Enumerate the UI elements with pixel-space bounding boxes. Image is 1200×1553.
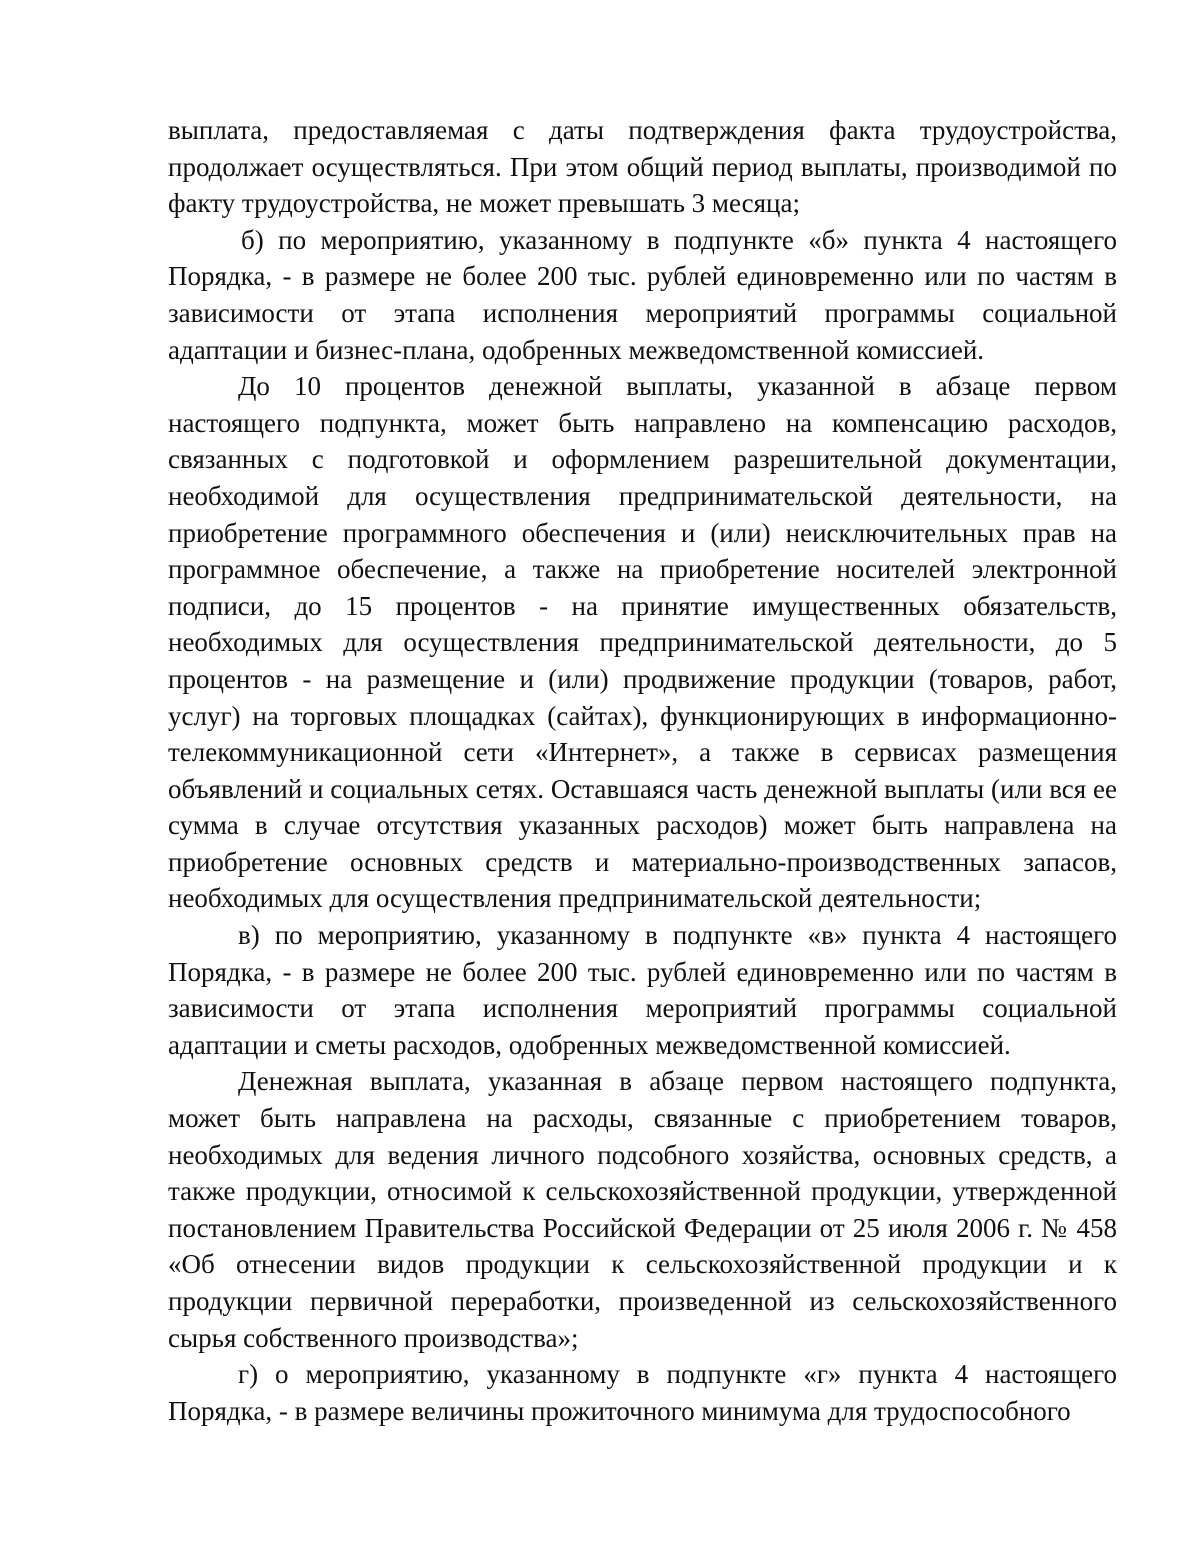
paragraph-continuation: выплата, предоставляемая с даты подтверждения факта трудоустройства, продолжает осуществляться. При этом общий период выплаты, производимой по факту трудоустройства, не может превышать 3 месяца;	[168, 115, 1117, 219]
paragraph-item-b: б) по мероприятию, указанному в подпункте «б» пункта 4 настоящего Порядка, - в размере не более 200 тыс. рублей единовременно или по частям в зависимости от этапа исполнения мероприятий программы социальной адаптации и бизнес-плана, одобренных межведомственной комиссией.	[168, 224, 1117, 365]
paragraph-item-v: в) по мероприятию, указанному в подпункте «в» пункта 4 настоящего Порядка, - в размере не более 200 тыс. рублей единовременно или по частям в зависимости от этапа исполнения мероприятий программы социальной адаптации и сметы расходов, одобренных межведомственной комиссией.	[168, 920, 1117, 1060]
document-body	[168, 112, 1117, 1429]
paragraph-cash-payment: Денежная выплата, указанная в абзаце первом настоящего подпункта, может быть направлена на расходы, связанные с приобретением товаров, необходимых для ведения личного подсобного хозяйства, основных средств, а также продукции, относимой к сельскохозяйственной продукции, утвержденной постановлением Правительства Российской Федерации от 25 июля 2006 г. № 458 «Об отнесении видов продукции к сельскохозяйственной продукции и к продукции первичной переработки, произведенной из сельскохозяйственного сырья собственного производства»;	[168, 1066, 1117, 1353]
paragraph-item-g: г) о мероприятию, указанному в подпункте «г» пункта 4 настоящего Порядка, - в размере величины прожиточного минимума для трудоспособного	[168, 1359, 1117, 1426]
paragraph-expenses-10-percent: До 10 процентов денежной выплаты, указанной в абзаце первом настоящего подпункта, может быть направлено на компенсацию расходов, связанных с подготовкой и оформлением разрешительной документации, необходимой для осуществления предпринимательской деятельности, на приобретение программного обеспечения и (или) неисключительных прав на программное обеспечение, а также на приобретение носителей электронной подписи, до 15 процентов - на принятие имущественных обязательств, необходимых для осуществления предпринимательской деятельности, до 5 процентов - на размещение и (или) продвижение продукции (товаров, работ, услуг) на торговых площадках (сайтах), функционирующих в информационно-телекоммуникационной сети «Интернет», а также в сервисах размещения объявлений и социальных сетях. Оставшаяся часть денежной выплаты (или вся ее сумма в случае отсутствия указанных расходов) может быть направлена на приобретение основных средств и материально-производственных запасов, необходимых для осуществления предпринимательской деятельности;	[168, 371, 1117, 914]
